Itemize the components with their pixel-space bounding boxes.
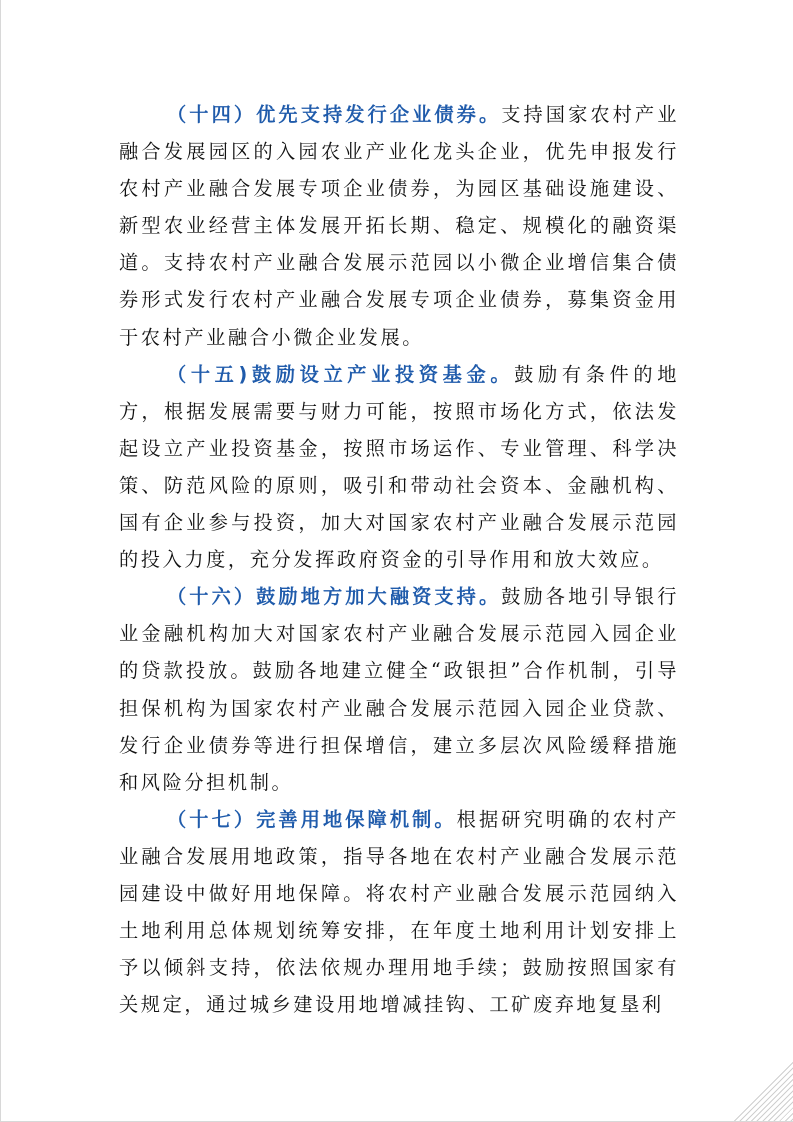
paragraph-text: 鼓励各地引导银行业金融机构加大对国家农村产业融合发展示范园入园企业的贷款投放。鼓励各地建立健全“政银担”合作机制，引导担保机构为国家农村产业融合发展示范园入园企业贷款、发行企业债券等进行担保增信，建立多层次风险缓释措施和风险分担机制。 bbox=[119, 585, 679, 794]
document-body bbox=[119, 96, 679, 1023]
paragraph-heading: （十四）优先支持发行企业债券。 bbox=[167, 103, 502, 126]
paragraph-heading: （十五)鼓励设立产业投资基金。 bbox=[167, 362, 515, 386]
paragraph-text: 根据研究明确的农村产业融合发展用地政策，指导各地在农村产业融合发展示范园建设中做好用地保障。将农村产业融合发展示范园纳入土地利用总体规划统筹安排，在年度土地利用计划安排上予以倾斜支持，依法依规办理用地手续；鼓励按照国家有关规定，通过城乡建设用地增减挂钩、工矿废弃地复垦利 bbox=[119, 807, 679, 1017]
paragraph-text: 鼓励有条件的地方，根据发展需要与财力可能，按照市场化方式，依法发起设立产业投资基金，按照市场运作、专业管理、科学决策、防范风险的原则，吸引和带动社会资本、金融机构、国有企业参与投资，加大对国家农村产业融合发展示范园的投入力度，充分发挥政府资金的引导作用和放大效应。 bbox=[119, 362, 679, 572]
paragraph-17 bbox=[119, 801, 679, 1024]
paragraph-heading: （十七）完善用地保障机制。 bbox=[167, 807, 457, 831]
paragraph-heading: （十六）鼓励地方加大融资支持。 bbox=[167, 585, 502, 609]
paragraph-15 bbox=[119, 356, 679, 579]
paragraph-14 bbox=[119, 96, 679, 356]
paragraph-16 bbox=[119, 578, 679, 801]
paragraph-text: 支持国家农村产业融合发展园区的入园农业产业化龙头企业，优先申报发行农村产业融合发展专项企业债券，为园区基础设施建设、新型农业经营主体发展开拓长期、稳定、规模化的融资渠道。支持农村产业融合发展示范园以小微企业增信集合债券形式发行农村产业融合发展专项企业债券，募集资金用于农村产业融合小微企业发展。 bbox=[119, 103, 679, 349]
